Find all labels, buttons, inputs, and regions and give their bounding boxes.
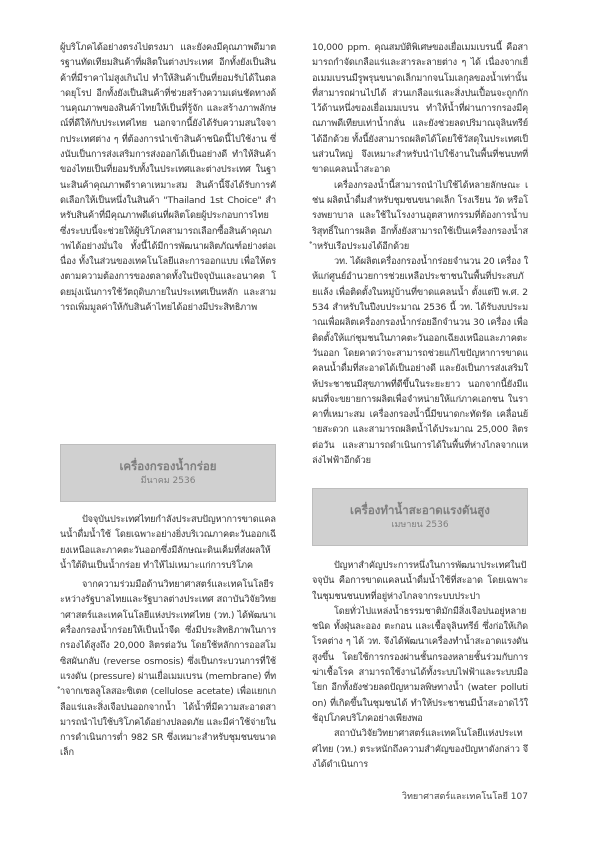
- section-date: เมษายน 2536: [391, 520, 449, 530]
- left-column-top: [60, 40, 276, 315]
- page-footer: วิทยาศาสตร์และเทคโนโลยี 107: [401, 792, 528, 802]
- body-paragraph: 10,000 ppm. คุณสมบัติพิเศษของเยื่อเมมเบรนนี้ คือสามารถกำจัดเกลือแร่และสารละลายต่าง ๆ ได้ เนื่องจากเยื่อเมมเบรนมีรูพรุนขนาดเล็กมากจนโมเลกุลของน้ำเท่านั้นที่สามารถผ่านไปได้ ส่วนเกลือแร่และสิ่งปนเปื้อนจะถูกกักไว้ด้านหนึ่งของเยื่อเมมเบรน ทำให้น้ำที่ผ่านการกรองมีคุณภาพดีเทียบเท่าน้ำกลั่น และยังช่วยลดปริมาณจุลินทรีย์ได้อีกด้วย ทั้งนี้ยังสามารถผลิตได้โดยใช้วัสดุในประเทศเป็นส่วนใหญ่ จึงเหมาะสำหรับนำไปใช้งานในพื้นที่ชนบทที่ขาดแคลนน้ำสะอาด: [312, 42, 528, 176]
- right-column-bottom: [312, 558, 528, 772]
- section-header-box: [60, 444, 276, 502]
- body-paragraph: ผู้บริโภคได้อย่างตรงไปตรงมา และยังคงมีคุณภาพดีมาตรฐานทัดเทียมสินค้าที่ผลิตในต่างประเทศ อีกทั้งยังเป็นสินค้าที่มีราคาไม่สูงเกินไป ทำให้สินค้าเป็นที่ยอมรับได้ในตลาดยุโรป อีกทั้งยังเป็นสินค้าที่ช่วยสร้างความเด่นชัดทางด้านคุณภาพของสินค้าไทยให้เป็นที่รู้จัก และสร้างภาพลักษณ์ที่ดีให้กับประเทศไทย นอกจากนี้ยังได้รับความสนใจจากประเทศต่าง ๆ ที่ต้องการนำเข้าสินค้าชนิดนี้ไปใช้งาน ซึ่งนับเป็นการส่งเสริมการส่งออกได้เป็นอย่างดี ทำให้สินค้าของไทยเป็นที่ยอมรับทั้งในประเทศและต่างประเทศ ในฐานะสินค้าคุณภาพดีราคาเหมาะสม สินค้านี้จึงได้รับการคัดเลือกให้เป็นหนึ่งในสินค้า "Thailand 1st Choice" สำหรับสินค้าที่มีคุณภาพดีเด่นที่ผลิตโดยผู้ประกอบการไทย ซึ่งระบบนี้จะช่วยให้ผู้บริโภคสามารถเลือกซื้อสินค้าคุณภาพได้อย่างมั่นใจ ทั้งนี้ได้มีการพัฒนาผลิตภัณฑ์อย่างต่อเนื่อง ทั้งในส่วนของเทคโนโลยีและการออกแบบ เพื่อให้ตรงตามความต้องการของตลาดทั้งในปัจจุบันและอนาคต โดยมุ่งเน้นการใช้วัตถุดิบภายในประเทศเป็นหลัก และสามารถเพิ่มมูลค่าให้กับสินค้าไทยได้อย่างมีประสิทธิภาพ: [60, 42, 276, 314]
- body-paragraph: ปัจจุบันประเทศไทยกำลังประสบปัญหาการขาดแคลนน้ำดื่มน้ำใช้ โดยเฉพาะอย่างยิ่งบริเวณภาคตะวันออกเฉียงเหนือและภาคตะวันออกซึ่งมีลักษณะดินเค็มที่ส่งผลให้น้ำใต้ดินเป็นน้ำกร่อย ทำให้ไม่เหมาะแก่การบริโภค: [60, 514, 276, 571]
- body-paragraph: วท. ได้ผลิตเครื่องกรองน้ำกร่อยจำนวน 20 เครื่อง ให้แก่ศูนย์อำนวยการช่วยเหลือประชาชนในพื้นที่ประสบภัยแล้ง เพื่อติดตั้งในหมู่บ้านที่ขาดแคลนน้ำ ตั้งแต่ปี พ.ศ. 2534 สำหรับในปีงบประมาณ 2536 นี้ วท. ได้รับงบประมาณเพื่อผลิตเครื่องกรองน้ำกร่อยอีกจำนวน 30 เครื่อง เพื่อติดตั้งให้แก่ชุมชนในภาคตะวันออกเฉียงเหนือและภาคตะวันออก โดยคาดว่าจะสามารถช่วยแก้ไขปัญหาการขาดแคลนน้ำดื่มที่สะอาดได้เป็นอย่างดี และยังเป็นการส่งเสริมให้ประชาชนมีสุขภาพที่ดีขึ้นในระยะยาว นอกจากนี้ยังมีแผนที่จะขยายการผลิตเพื่อจำหน่ายให้แก่ภาคเอกชน ในราคาที่เหมาะสม เครื่องกรองน้ำนี้มีขนาดกะทัดรัด เคลื่อนย้ายสะดวก และสามารถผลิตน้ำได้ประมาณ 25,000 ลิตรต่อวัน และสามารถดำเนินการได้ในพื้นที่ห่างไกลจากแหล่งไฟฟ้าอีกด้วย: [312, 256, 528, 467]
- left-column-bottom: [60, 512, 276, 761]
- body-paragraph: ปัญหาสำคัญประการหนึ่งในการพัฒนาประเทศในปัจจุบัน คือการขาดแคลนน้ำดื่มน้ำใช้ที่สะอาด โดยเฉพาะในชุมชนชนบทที่อยู่ห่างไกลจากระบบประปา: [312, 560, 528, 602]
- section-date: มีนาคม 2536: [140, 476, 196, 486]
- section-title: เครื่องทำน้ำสะอาดแรงดันสูง: [350, 503, 490, 517]
- body-paragraph: จากความร่วมมือด้านวิทยาศาสตร์และเทคโนโลยีระหว่างรัฐบาลไทยและรัฐบาลต่างประเทศ สถาบันวิจัยวิทยาศาสตร์และเทคโนโลยีแห่งประเทศไทย (วท.) ได้พัฒนาเครื่องกรองน้ำกร่อยให้เป็นน้ำจืด ซึ่งมีประสิทธิภาพในการกรองได้สูงถึง 20,000 ลิตรต่อวัน โดยใช้หลักการออสโมซิสผันกลับ (reverse osmosis) ซึ่งเป็นกระบวนการที่ใช้แรงดัน (pressure) ผ่านเยื่อเมมเบรน (membrane) ที่ทำจากเซลลูโลสอะซิเตต (cellulose acetate) เพื่อแยกเกลือแร่และสิ่งเจือปนออกจากน้ำ ได้น้ำที่มีความสะอาดสามารถนำไปใช้บริโภคได้อย่างปลอดภัย และมีค่าใช้จ่ายในการดำเนินการต่ำ 982 SR ซึ่งเหมาะสำหรับชุมชนขนาดเล็ก: [60, 579, 276, 759]
- section-header-box: [312, 488, 528, 546]
- body-paragraph: โดยทั่วไปแหล่งน้ำธรรมชาติมักมีสิ่งเจือปนอยู่หลายชนิด ทั้งฝุ่นละออง ตะกอน และเชื้อจุลินทรีย์ ซึ่งก่อให้เกิดโรคต่าง ๆ ได้ วท. จึงได้พัฒนาเครื่องทำน้ำสะอาดแรงดันสูงขึ้น โดยใช้การกรองผ่านชั้นกรองหลายชั้นร่วมกับการฆ่าเชื้อโรค สามารถใช้งานได้ทั้งระบบไฟฟ้าและระบบมือโยก อีกทั้งยังช่วยลดปัญหามลพิษทางน้ำ (water pollution) ที่เกิดขึ้นในชุมชนได้ ทำให้ประชาชนมีน้ำสะอาดไว้ใช้อุปโภคบริโภคอย่างเพียงพอ: [312, 605, 528, 724]
- section-title: เครื่องกรองน้ำกร่อย: [119, 459, 217, 473]
- right-column-top: [312, 40, 528, 468]
- body-paragraph: เครื่องกรองน้ำนี้สามารถนำไปใช้ได้หลายลักษณะ เช่น ผลิตน้ำดื่มสำหรับชุมชนขนาดเล็ก โรงเรียน วัด หรือโรงพยาบาล และใช้ในโรงงานอุตสาหกรรมที่ต้องการน้ำบริสุทธิ์ในการผลิต อีกทั้งยังสามารถใช้เป็นเครื่องกรองน้ำสำหรับเรือประมงได้อีกด้วย: [312, 179, 528, 252]
- body-paragraph: สถาบันวิจัยวิทยาศาสตร์และเทคโนโลยีแห่งประเทศไทย (วท.) ตระหนักถึงความสำคัญของปัญหาดังกล่าว จึงได้ดำเนินการ: [312, 728, 528, 770]
